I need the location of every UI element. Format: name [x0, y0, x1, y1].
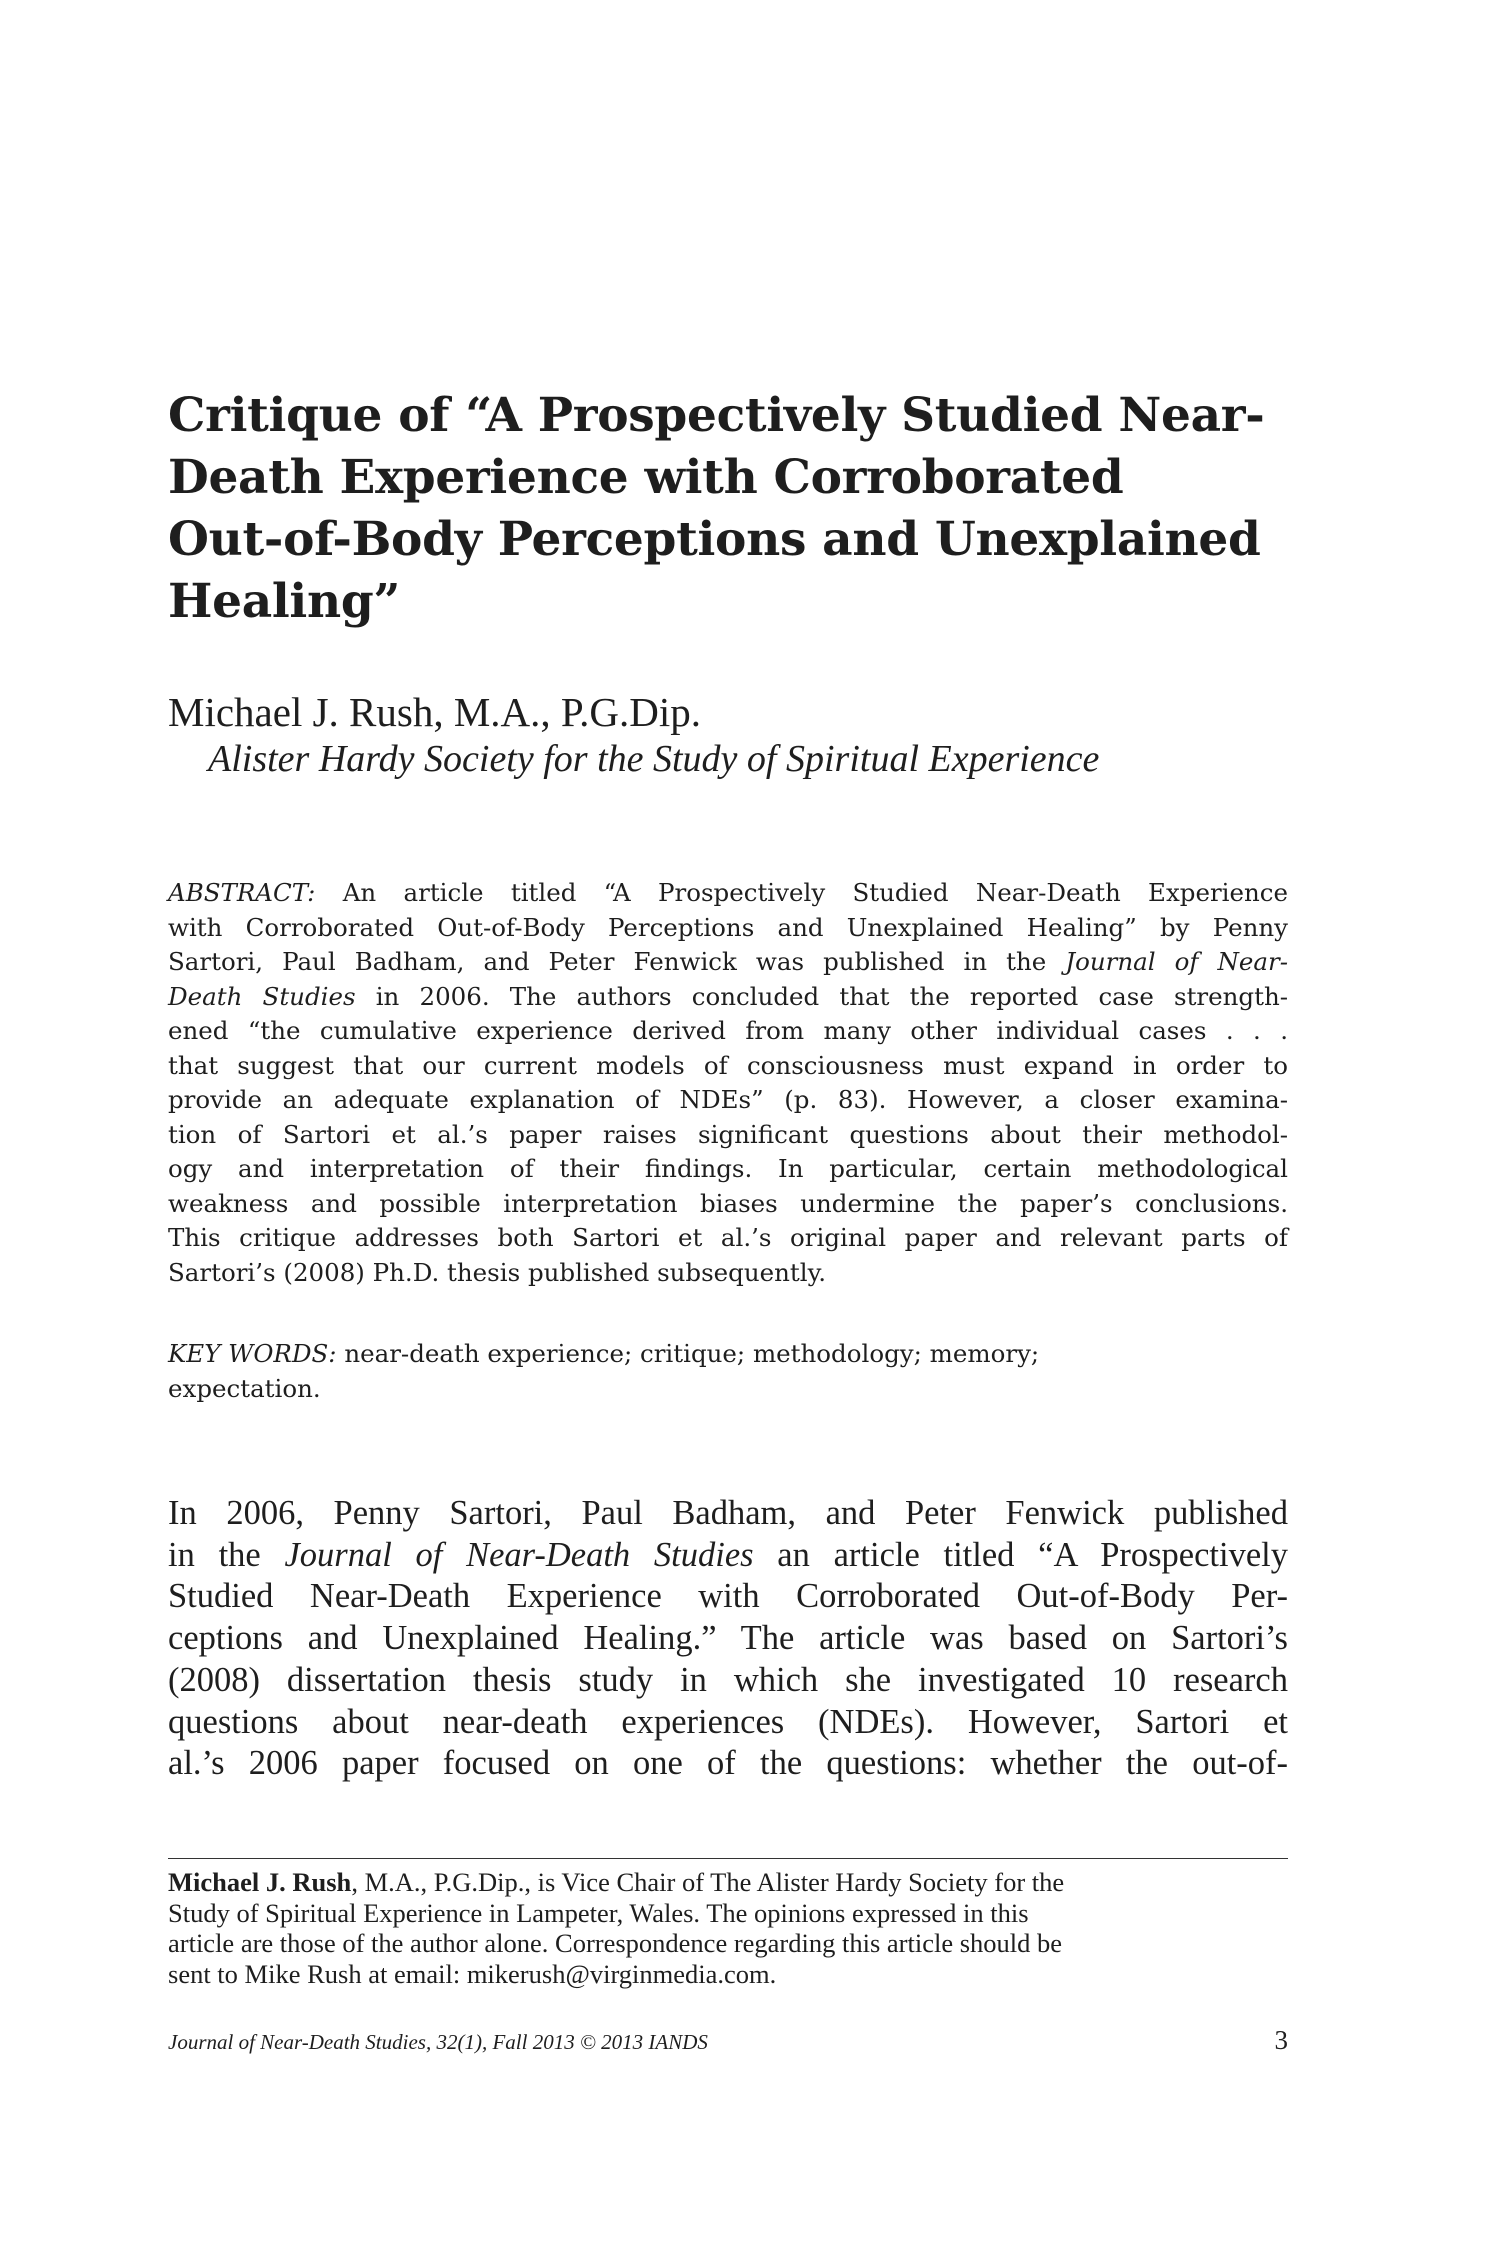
keywords [168, 1337, 1288, 1406]
author-footnote [168, 1867, 1288, 1989]
abstract-line: ABSTRACT: An article titled “A Prospectively Studied Near-Death Experience [168, 878, 1288, 907]
title-line: Critique of “A Prospectively Studied Near- [168, 388, 1265, 443]
author-name: Michael J. Rush, M.A., P.G.Dip. [168, 689, 702, 735]
footnote-divider [168, 1858, 1288, 1859]
keywords-label: KEY WORDS: [168, 1339, 337, 1368]
abstract-line: weakness and possible interpretation biases undermine the paper’s conclusions. [168, 1188, 1288, 1218]
body-line: (2008) dissertation thesis study in which she investigated 10 research [168, 1660, 1288, 1699]
footnote-line: Study of Spiritual Experience in Lampeter, Wales. The opinions expressed in this [168, 1897, 1029, 1928]
body-line: questions about near-death experiences (NDEs). However, Sartori et [168, 1702, 1288, 1741]
body-paragraph [168, 1493, 1288, 1785]
abstract-label: ABSTRACT: [168, 878, 316, 907]
page-number: 3 [1274, 2025, 1288, 2055]
journal-name: Journal of Near- [1065, 947, 1288, 976]
abstract-line: tion of Sartori et al.’s paper raises significant questions about their methodol- [168, 1119, 1288, 1149]
body-line: in the Journal of Near-Death Studies an article titled “A Prospectively [168, 1535, 1288, 1574]
abstract-line: provide an adequate explanation of NDEs” (p. 83). However, a closer examina- [168, 1085, 1288, 1114]
footnote-author-name: Michael J. Rush [168, 1867, 352, 1897]
title-line: Out-of-Body Perceptions and Unexplained [168, 512, 1261, 567]
abstract [168, 876, 1288, 1290]
abstract-line: Sartori’s (2008) Ph.D. thesis published subsequently. [168, 1257, 826, 1287]
journal-name: Journal of Near-Death Studies [284, 1535, 754, 1574]
footnote-line: sent to Mike Rush at email: mikerush@virginmedia.com. [168, 1958, 777, 1989]
body-line: al.’s 2006 paper focused on one of the questions: whether the out-of- [168, 1744, 1288, 1783]
abstract-line: Death Studies in 2006. The authors concluded that the reported case strength- [168, 981, 1288, 1011]
abstract-line: that suggest that our current models of consciousness must expand in order to [168, 1050, 1288, 1080]
body-line: Studied Near-Death Experience with Corroborated Out-of-Body Per- [168, 1577, 1288, 1616]
abstract-line: ened “the cumulative experience derived from many other individual cases . . . [168, 1016, 1288, 1045]
author-affiliation: Alister Hardy Society for the Study of Spiritual Experience [208, 738, 1100, 780]
abstract-line: ogy and interpretation of their findings. In particular, certain methodological [168, 1154, 1288, 1183]
body-line: In 2006, Penny Sartori, Paul Badham, and Peter Fenwick published [168, 1494, 1288, 1532]
abstract-line: This critique addresses both Sartori et al.’s original paper and relevant parts of [168, 1223, 1288, 1252]
keywords-line: expectation. [168, 1373, 321, 1403]
footnote-line: article are those of the author alone. Correspondence regarding this article should be [168, 1928, 1063, 1958]
abstract-line: Sartori, Paul Badham, and Peter Fenwick was published in the Journal of Near- [168, 947, 1288, 976]
abstract-line: with Corroborated Out-of-Body Perceptions and Unexplained Healing” by Penny [168, 912, 1288, 942]
body-line: ceptions and Unexplained Healing.” The article was based on Sartori’s [168, 1619, 1288, 1658]
keywords-line: KEY WORDS: near-death experience; critique; methodology; memory; [168, 1339, 1040, 1368]
journal-page [168, 0, 1288, 2250]
footnote-line: Michael J. Rush, M.A., P.G.Dip., is Vice Chair of The Alister Hardy Society for the [168, 1867, 1065, 1897]
journal-citation: Journal of Near-Death Studies, 32(1), Fall 2013 © 2013 IANDS [168, 2030, 708, 2054]
title-line: Healing” [168, 574, 401, 629]
journal-name: Death Studies [168, 981, 356, 1011]
article-title [168, 385, 1288, 633]
title-line: Death Experience with Corroborated [168, 450, 1124, 505]
